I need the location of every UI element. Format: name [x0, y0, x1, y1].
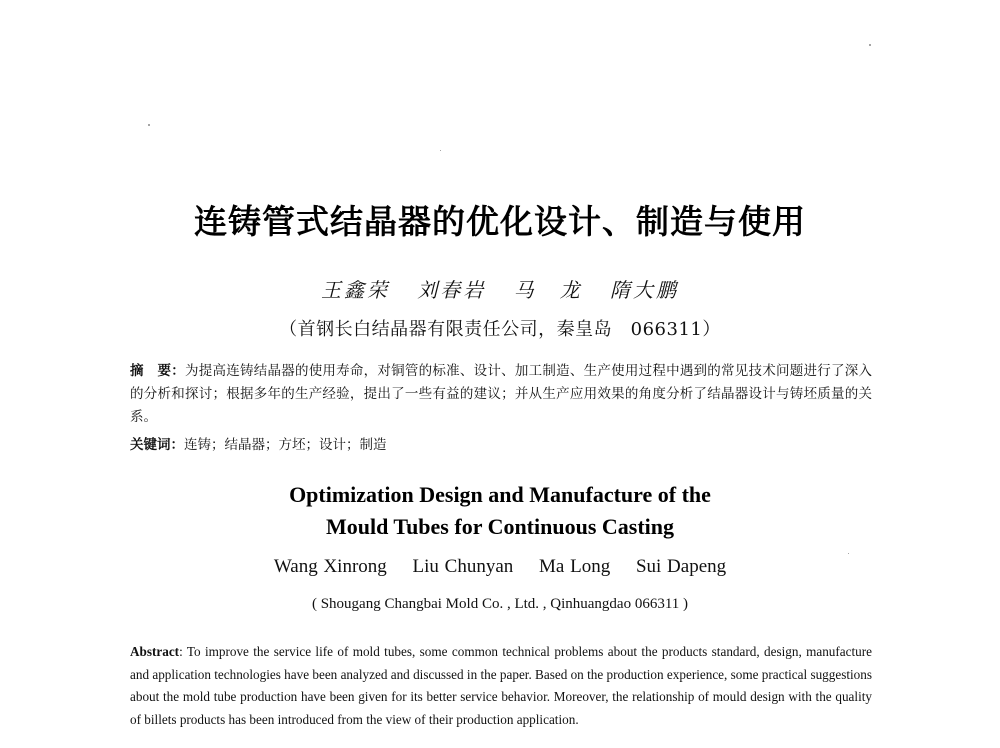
scan-speck [848, 553, 849, 554]
english-authors [0, 556, 1000, 578]
english-affiliation: ( Shougang Changbai Mold Co. , Ltd. , Qinhuangdao 066311 ) [311, 596, 689, 612]
chinese-keywords [130, 434, 872, 457]
english-title-line: Mould Tubes for Continuous Casting [325, 514, 675, 539]
english-title-line: Optimization Design and Manufacture of the [289, 482, 711, 507]
chinese-title: 连铸管式结晶器的优化设计、制造与使用 [194, 202, 806, 241]
chinese-abstract-label: 摘 要： [130, 363, 185, 379]
chinese-author: 王鑫荣 [320, 278, 390, 302]
chinese-abstract [130, 360, 872, 429]
scan-speck [148, 124, 150, 126]
chinese-author: 隋大鹏 [610, 278, 680, 302]
chinese-affiliation: （首钢长白结晶器有限责任公司，秦皇岛 066311） [279, 319, 721, 340]
chinese-authors [0, 274, 1000, 303]
chinese-abstract-text: 为提高连铸结晶器的使用寿命，对铜管的标准、设计、加工制造、生产使用过程中遇到的常见技术问题进行了深入的分析和探讨；根据多年的生产经验，提出了一些有益的建议；并从生产应用效果的角度分析了结晶器设计与铸坯质量的关系。 [130, 363, 873, 425]
english-author: Ma Long [539, 556, 611, 577]
chinese-author: 马 龙 [513, 278, 583, 302]
scan-speck [869, 44, 871, 46]
english-title [0, 479, 1000, 543]
chinese-author: 刘春岩 [417, 278, 487, 302]
english-abstract-label: Abstract [130, 644, 180, 659]
english-abstract-text: : To improve the service life of mold tubes, some common technical problems about the products standard, design, manufacture and application technologies have been analyzed and discussed in the paper. Based on the production experience, some practical suggestions about the mold tube production have been given for its better service behavior. Moreover, the relationship of mould design with the quality of billets products has been introduced from the view of their production application. [130, 644, 872, 727]
english-author: Sui Dapeng [635, 556, 727, 577]
chinese-keywords-text: 连铸；结晶器；方坯；设计；制造 [184, 437, 387, 453]
chinese-keywords-label: 关键词： [130, 437, 184, 453]
english-author: Liu Chunyan [412, 556, 514, 577]
scan-speck [440, 150, 441, 151]
english-abstract [130, 641, 872, 731]
english-author: Wang Xinrong [273, 556, 387, 577]
